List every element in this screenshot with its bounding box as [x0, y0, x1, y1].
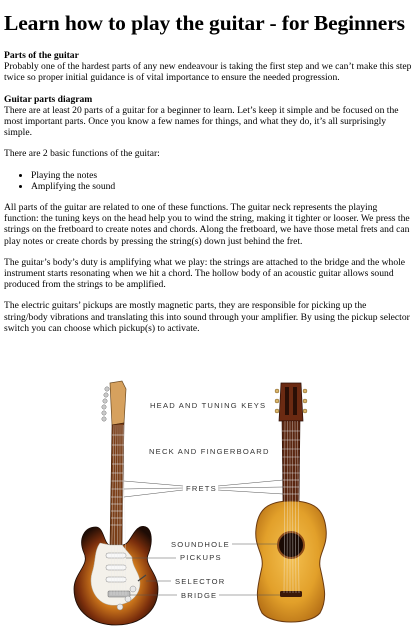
parts-text: Probably one of the hardest parts of any new endeavour is taking the first step and we can’t make this step twice so proper initial guidance is of vital importance to ensure the needed progression.: [4, 61, 412, 84]
label-selector: SELECTOR: [175, 577, 226, 586]
soundhole-icon: [278, 532, 304, 558]
headstock-slot: [285, 387, 289, 415]
guitar-diagram-svg: [0, 377, 416, 626]
body-paragraph: The guitar’s body’s duty is amplifying what we play: the strings are attached to the bridge and the whole instrument starts resonating when we hit a chord. The hollow body of an acoustic guitar allows sound produced from the strings to be amplified.: [4, 256, 406, 291]
functions-intro: There are 2 basic functions of the guitar:: [4, 148, 160, 160]
diagram-section: [4, 94, 412, 139]
guitar-parts-diagram: [0, 377, 416, 626]
parts-heading: Parts of the guitar: [4, 50, 79, 61]
acoustic-guitar: [256, 383, 327, 622]
neck-paragraph: All parts of the guitar are related to one of these functions. The guitar neck represents the playing function: the tuning keys on the head help you to wind the string, making it tighter or looser. We press the strings on the fretboard to create notes and chords. Along the fretboard, we have those metal frets and can play notes or create chords by pressing the string(s) down just behind the fret.: [4, 202, 410, 247]
acoustic-body: [256, 501, 327, 622]
label-pickups: PICKUPS: [180, 553, 222, 562]
list-item: • Amplifying the sound: [31, 181, 412, 192]
page-title: Learn how to play the guitar - for Beginners: [4, 11, 405, 35]
functions-list: [4, 170, 412, 192]
diagram-heading: Guitar parts diagram: [4, 93, 93, 105]
label-bridge: BRIDGE: [181, 591, 218, 600]
parts-section: [4, 50, 412, 84]
label-soundhole: SOUNDHOLE: [171, 540, 230, 549]
list-item: • Playing the notes: [31, 170, 412, 181]
label-neck: NECK AND FINGERBOARD: [149, 447, 270, 456]
acoustic-headstock: [279, 383, 303, 421]
electric-paragraph: The electric guitars’ pickups are mostly magnetic parts, they are responsible for picking up the string/body vibrations and translating this into sound through your amplifier. By using the pickup selector switch you can choose which pickup(s) to activate.: [4, 300, 410, 334]
label-frets: FRETS: [186, 484, 217, 493]
headstock-slot: [293, 387, 297, 415]
tuning-keys-icon: [102, 387, 109, 421]
label-head: HEAD AND TUNING KEYS: [150, 401, 267, 410]
electric-headstock: [110, 381, 126, 425]
electric-guitar: [74, 381, 158, 625]
acoustic-bridge: [280, 591, 302, 597]
article: [0, 10, 416, 334]
diagram-text: There are at least 20 parts of a guitar for a beginner to learn. Let’s keep it simple and be focused on the most important parts. Once you know a few names for things, and what they do, it’s all surprisingly simple.: [4, 104, 399, 139]
